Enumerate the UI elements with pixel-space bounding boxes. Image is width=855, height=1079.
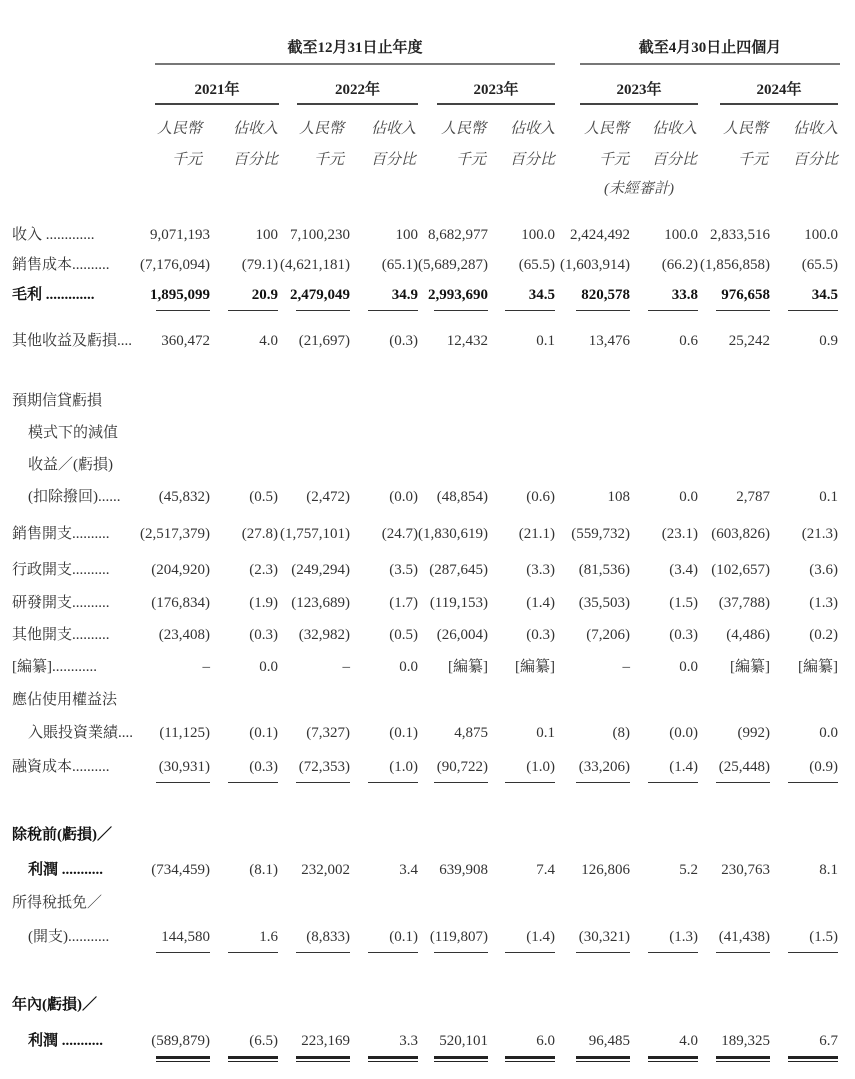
year-2021-rule (155, 103, 279, 105)
table-cell: (1.4) (669, 759, 698, 775)
table-cell: (21.1) (518, 526, 555, 542)
table-cell: 4,875 (454, 725, 488, 741)
table-cell: (1,856,858) (700, 257, 770, 273)
table-cell: 34.5 (528, 287, 555, 303)
header-annual-rule (155, 63, 555, 65)
unit-pct-line1: 佔收入 (651, 121, 697, 137)
table-cell: (1.4) (526, 929, 555, 945)
table-cell: (3.5) (389, 562, 418, 578)
table-cell: (0.3) (389, 333, 418, 349)
subtotal-underline (296, 952, 350, 953)
unit-rmb-line1: 人民幣 (583, 121, 629, 137)
table-cell: (1,603,914) (560, 257, 630, 273)
table-cell: (603,826) (711, 526, 770, 542)
table-cell: 126,806 (581, 862, 630, 878)
table-cell: (1.4) (526, 595, 555, 611)
table-cell: 0.9 (819, 333, 838, 349)
table-cell: 100.0 (521, 227, 555, 243)
table-cell: (204,920) (151, 562, 210, 578)
unit-pct-line2: 百分比 (792, 152, 838, 168)
table-cell: (1.5) (669, 595, 698, 611)
table-cell: (65.1) (381, 257, 418, 273)
table-cell: (1.9) (249, 595, 278, 611)
row-label: 其他開支.......... (12, 627, 110, 643)
table-cell: (2.3) (249, 562, 278, 578)
table-cell: – (342, 659, 350, 675)
table-cell: 2,993,690 (428, 287, 488, 303)
table-cell: (8,833) (306, 929, 350, 945)
table-cell: (102,657) (711, 562, 770, 578)
table-cell: (8) (612, 725, 630, 741)
table-cell: (3.6) (809, 562, 838, 578)
table-cell: 100 (395, 227, 418, 243)
row-label: 入賬投資業績.... (28, 725, 134, 741)
unit-pct-line2: 百分比 (370, 152, 416, 168)
subtotal-underline (505, 782, 555, 783)
table-cell: 9,071,193 (150, 227, 210, 243)
unit-rmb-line2: 千元 (598, 152, 629, 168)
double-underline (434, 1056, 488, 1062)
double-underline (576, 1056, 630, 1062)
table-cell: (559,732) (571, 526, 630, 542)
subtotal-underline (716, 310, 770, 311)
table-cell: (81,536) (578, 562, 630, 578)
table-cell: (1,757,101) (280, 526, 350, 542)
table-cell: 820,578 (581, 287, 630, 303)
unit-rmb-line1: 人民幣 (722, 121, 768, 137)
unaudited-note: (未經審計) (604, 181, 674, 197)
table-cell: (25,448) (718, 759, 770, 775)
table-cell: (5,689,287) (418, 257, 488, 273)
table-cell: (37,788) (718, 595, 770, 611)
table-cell: (0.0) (669, 725, 698, 741)
table-cell: 1,895,099 (150, 287, 210, 303)
table-cell: 8.1 (819, 862, 838, 878)
row-label: 行政開支.......... (12, 562, 110, 578)
unit-pct-line2: 百分比 (232, 152, 278, 168)
table-cell: 8,682,977 (428, 227, 488, 243)
double-underline (156, 1056, 210, 1062)
row-label: 利潤 ........... (28, 862, 104, 878)
unit-rmb-line2: 千元 (313, 152, 344, 168)
table-cell: (72,353) (298, 759, 350, 775)
header-four-month-rule (580, 63, 840, 65)
table-cell: 0.0 (259, 659, 278, 675)
unit-rmb-2024-4m (716, 114, 768, 176)
unit-pct-2024-4m (786, 114, 838, 176)
subtotal-underline (434, 782, 488, 783)
row-label: (扣除撥回)...... (28, 489, 121, 505)
unit-rmb-line2: 千元 (171, 152, 202, 168)
unit-rmb-2021 (150, 114, 202, 176)
row-label: 收益／(虧損) (28, 457, 113, 473)
subtotal-underline (368, 310, 418, 311)
table-cell: (26,004) (436, 627, 488, 643)
table-cell: (176,834) (151, 595, 210, 611)
table-cell: (119,807) (429, 929, 488, 945)
table-cell: (30,321) (578, 929, 630, 945)
subtotal-underline (296, 310, 350, 311)
table-cell: 1.6 (259, 929, 278, 945)
year-2024-four-months: 2024年 (756, 82, 802, 98)
year-2023-four-months-rule (580, 103, 698, 105)
table-cell: (1.3) (809, 595, 838, 611)
table-cell: [編纂] (730, 659, 770, 675)
table-cell: (65.5) (518, 257, 555, 273)
table-cell: 0.0 (819, 725, 838, 741)
table-cell: (0.3) (669, 627, 698, 643)
table-cell: 976,658 (721, 287, 770, 303)
table-cell: 34.9 (391, 287, 418, 303)
table-cell: 2,424,492 (570, 227, 630, 243)
year-2022-rule (297, 103, 418, 105)
table-cell: (65.5) (801, 257, 838, 273)
unit-rmb-line1: 人民幣 (440, 121, 486, 137)
table-cell: (7,327) (306, 725, 350, 741)
header-annual-period: 截至12月31日止年度 (287, 40, 423, 56)
table-cell: (0.1) (249, 725, 278, 741)
year-2022: 2022年 (334, 82, 380, 98)
table-cell: 4.0 (259, 333, 278, 349)
table-cell: (734,459) (151, 862, 210, 878)
table-cell: (45,832) (158, 489, 210, 505)
table-cell: 520,101 (439, 1033, 488, 1049)
row-label: 銷售開支.......... (12, 526, 110, 542)
table-cell: (21.3) (801, 526, 838, 542)
table-cell: [編纂] (448, 659, 488, 675)
row-label: 融資成本.......... (12, 759, 110, 775)
row-label: 年內(虧損)／ (12, 997, 97, 1013)
subtotal-underline (648, 952, 698, 953)
double-underline (505, 1056, 555, 1062)
unit-pct-line1: 佔收入 (232, 121, 278, 137)
table-cell: (0.5) (389, 627, 418, 643)
unit-pct-line1: 佔收入 (370, 121, 416, 137)
subtotal-underline (648, 310, 698, 311)
row-label: 其他收益及虧損.... (12, 333, 133, 349)
subtotal-underline (156, 782, 210, 783)
table-cell: (1.0) (389, 759, 418, 775)
table-cell: (4,621,181) (280, 257, 350, 273)
table-cell: (0.0) (389, 489, 418, 505)
double-underline (228, 1056, 278, 1062)
table-cell: – (622, 659, 630, 675)
table-cell: (1.5) (809, 929, 838, 945)
unit-rmb-line2: 千元 (455, 152, 486, 168)
unit-rmb-2023-4m (577, 114, 629, 176)
table-cell: (2,517,379) (140, 526, 210, 542)
subtotal-underline (505, 952, 555, 953)
row-label: 應佔使用權益法 (12, 692, 118, 708)
table-cell: 0.0 (679, 659, 698, 675)
table-cell: 13,476 (588, 333, 630, 349)
table-cell: (0.9) (809, 759, 838, 775)
table-cell: (24.7) (381, 526, 418, 542)
table-cell: 3.4 (399, 862, 418, 878)
table-cell: (33,206) (578, 759, 630, 775)
table-cell: 223,169 (301, 1033, 350, 1049)
subtotal-underline (576, 952, 630, 953)
table-cell: (3.4) (669, 562, 698, 578)
table-cell: (6.5) (249, 1033, 278, 1049)
unit-rmb-line1: 人民幣 (298, 121, 344, 137)
year-2023-rule (437, 103, 555, 105)
table-cell: 34.5 (811, 287, 838, 303)
subtotal-underline (716, 952, 770, 953)
table-cell: 100.0 (804, 227, 838, 243)
table-cell: (0.1) (389, 725, 418, 741)
table-cell: (1.7) (389, 595, 418, 611)
table-cell: [編纂] (798, 659, 838, 675)
unit-rmb-line1: 人民幣 (156, 121, 202, 137)
table-cell: (1.3) (669, 929, 698, 945)
table-cell: 25,242 (728, 333, 770, 349)
subtotal-underline (228, 782, 278, 783)
table-cell: 0.1 (536, 333, 555, 349)
subtotal-underline (788, 310, 838, 311)
table-cell: 360,472 (161, 333, 210, 349)
table-cell: (0.5) (249, 489, 278, 505)
unit-rmb-2023 (434, 114, 486, 176)
subtotal-underline (434, 310, 488, 311)
table-cell: 96,485 (588, 1033, 630, 1049)
subtotal-underline (716, 782, 770, 783)
table-cell: 2,833,516 (710, 227, 770, 243)
table-cell: 6.7 (819, 1033, 838, 1049)
table-cell: (0.3) (249, 627, 278, 643)
subtotal-underline (368, 782, 418, 783)
subtotal-underline (788, 952, 838, 953)
subtotal-underline (576, 310, 630, 311)
subtotal-underline (156, 952, 210, 953)
unit-pct-line1: 佔收入 (509, 121, 555, 137)
year-2024-four-months-rule (720, 103, 838, 105)
unit-pct-2023-4m (645, 114, 697, 176)
row-label: 預期信貸虧損 (12, 393, 103, 409)
table-cell: (1.0) (526, 759, 555, 775)
table-cell: (27.8) (241, 526, 278, 542)
table-cell: (35,503) (578, 595, 630, 611)
double-underline (648, 1056, 698, 1062)
unit-pct-line2: 百分比 (651, 152, 697, 168)
table-cell: (123,689) (291, 595, 350, 611)
row-label: 模式下的減值 (28, 425, 119, 441)
subtotal-underline (156, 310, 210, 311)
year-2021: 2021年 (194, 82, 240, 98)
table-cell: 0.1 (536, 725, 555, 741)
table-cell: 0.0 (679, 489, 698, 505)
row-label: 毛利 ............. (12, 287, 95, 303)
table-cell: (11,125) (159, 725, 210, 741)
table-cell: (589,879) (151, 1033, 210, 1049)
subtotal-underline (788, 782, 838, 783)
double-underline (716, 1056, 770, 1062)
table-cell: (79.1) (241, 257, 278, 273)
row-label: 銷售成本.......... (12, 257, 110, 273)
row-label: 利潤 ........... (28, 1033, 104, 1049)
table-cell: (30,931) (158, 759, 210, 775)
table-cell: (992) (737, 725, 770, 741)
unit-pct-2021 (226, 114, 278, 176)
table-cell: (0.1) (389, 929, 418, 945)
unit-pct-line2: 百分比 (509, 152, 555, 168)
row-label: 研發開支.......... (12, 595, 110, 611)
table-cell: 4.0 (679, 1033, 698, 1049)
table-cell: (41,438) (718, 929, 770, 945)
unit-pct-2023 (503, 114, 555, 176)
table-cell: 2,787 (736, 489, 770, 505)
table-cell: (0.6) (526, 489, 555, 505)
unit-pct-2022 (364, 114, 416, 176)
row-label: [編纂]............ (12, 659, 97, 675)
table-cell: 108 (607, 489, 630, 505)
unit-rmb-line2: 千元 (737, 152, 768, 168)
table-cell: (8.1) (249, 862, 278, 878)
table-cell: 6.0 (536, 1033, 555, 1049)
double-underline (788, 1056, 838, 1062)
table-cell: (287,645) (429, 562, 488, 578)
year-2023-four-months: 2023年 (616, 82, 662, 98)
table-cell: 232,002 (301, 862, 350, 878)
subtotal-underline (505, 310, 555, 311)
table-cell: (119,153) (429, 595, 488, 611)
table-cell: 189,325 (721, 1033, 770, 1049)
header-four-month-period: 截至4月30日止四個月 (638, 40, 782, 56)
table-cell: [編纂] (515, 659, 555, 675)
table-cell: (1,830,619) (418, 526, 488, 542)
subtotal-underline (228, 952, 278, 953)
table-cell: (90,722) (436, 759, 488, 775)
table-cell: 100 (255, 227, 278, 243)
table-cell: 639,908 (439, 862, 488, 878)
table-cell: 144,580 (161, 929, 210, 945)
table-cell: (66.2) (661, 257, 698, 273)
table-cell: 7,100,230 (290, 227, 350, 243)
table-cell: (23.1) (661, 526, 698, 542)
table-cell: (2,472) (306, 489, 350, 505)
table-cell: 20.9 (251, 287, 278, 303)
double-underline (368, 1056, 418, 1062)
table-cell: 0.0 (399, 659, 418, 675)
table-cell: (0.2) (809, 627, 838, 643)
table-cell: (21,697) (298, 333, 350, 349)
table-cell: (48,854) (436, 489, 488, 505)
table-cell: (0.3) (526, 627, 555, 643)
row-label: 所得稅抵免／ (12, 895, 103, 911)
table-cell: – (202, 659, 210, 675)
table-cell: 3.3 (399, 1033, 418, 1049)
table-cell: 7.4 (536, 862, 555, 878)
table-cell: 100.0 (664, 227, 698, 243)
table-cell: (7,206) (586, 627, 630, 643)
subtotal-underline (368, 952, 418, 953)
table-cell: (32,982) (298, 627, 350, 643)
table-cell: (0.3) (249, 759, 278, 775)
subtotal-underline (228, 310, 278, 311)
table-cell: 0.1 (819, 489, 838, 505)
table-cell: (3.3) (526, 562, 555, 578)
subtotal-underline (648, 782, 698, 783)
table-cell: (249,294) (291, 562, 350, 578)
table-cell: 2,479,049 (290, 287, 350, 303)
table-cell: 12,432 (446, 333, 488, 349)
row-label: 收入 ............. (12, 227, 95, 243)
subtotal-underline (576, 782, 630, 783)
double-underline (296, 1056, 350, 1062)
table-cell: (7,176,094) (140, 257, 210, 273)
row-label: 除稅前(虧損)／ (12, 827, 112, 843)
table-cell: (4,486) (726, 627, 770, 643)
table-cell: 0.6 (679, 333, 698, 349)
year-2023: 2023年 (473, 82, 519, 98)
table-cell: (23,408) (158, 627, 210, 643)
table-cell: 33.8 (671, 287, 698, 303)
row-label: (開支)........... (28, 929, 110, 945)
unit-pct-line1: 佔收入 (792, 121, 838, 137)
table-cell: 230,763 (721, 862, 770, 878)
subtotal-underline (434, 952, 488, 953)
subtotal-underline (296, 782, 350, 783)
table-cell: 5.2 (679, 862, 698, 878)
unit-rmb-2022 (292, 114, 344, 176)
